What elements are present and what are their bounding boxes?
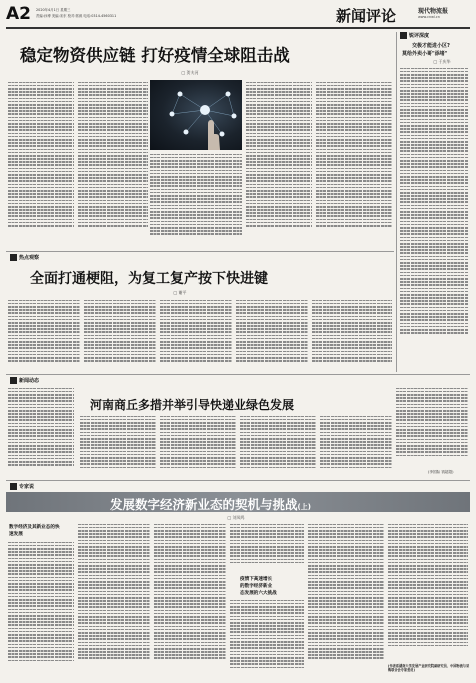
experts-col-4a [230,522,304,572]
lead-col-4 [246,80,312,248]
lead-author-name: 贺夫河 [186,70,199,75]
lead-author [160,70,220,76]
experts-sub-mid-1: 疫情下高速增长 [240,577,273,582]
experts-sub-left-2: 速发展 [9,532,23,537]
news-watch-col-6 [396,386,468,468]
experts-sub-mid-2: 的数字经济新业 [240,584,273,589]
experts-label-text: 专家说 [19,484,35,490]
news-watch-rule [6,374,470,375]
lead-headline: 稳定物资供应链 打好疫情全球阻击战 [20,46,290,65]
lead-col-2 [78,80,148,248]
sidebar-divider [396,32,397,372]
page-number: A2 [6,4,31,24]
hot-topic-label-text: 热点观察 [19,255,40,261]
news-watch-byline: (李国际 钱超超) [428,470,454,474]
hot-topic-author-name: 谢平 [178,290,187,295]
experts-author [206,515,266,521]
hot-topic-rule [6,251,394,252]
editor-line: 责编:孙博 美编:宋东 校对:郭威 电话:0314-4560311 [36,14,117,18]
experts-headline-part: (上) [297,503,311,511]
experts-col-5 [308,522,384,680]
sidebar-label-text: 锐评深度 [409,33,430,39]
section-marker-icon [10,254,17,261]
lead-col-1 [8,80,74,248]
experts-label [10,483,34,490]
hot-topic-col-3 [160,298,232,372]
sidebar-headline-1: 交极才能进小区? [412,43,450,49]
author-mark: □ [433,59,439,64]
experts-headline-text: 发展数字经济新业态的契机与挑战 [110,497,298,512]
hot-topic-headline: 全面打通梗阻，为复工复产按下快进键 [30,271,268,287]
hot-topic-col-1 [8,298,80,372]
section-marker-icon [10,377,17,384]
experts-affiliation: (作者系湖南大学发展产业研究院副研究员、中国物流与采购联合会专家委员) [388,664,470,672]
news-watch-label [10,377,39,384]
lead-col-3 [150,152,242,248]
section-marker-icon [400,32,407,39]
experts-author-name: 刘凤鸣 [232,515,245,520]
sidebar-headline-2: 莫给外卖小哥"添堵" [402,51,448,57]
sidebar-body [400,66,468,372]
section-title: 新闻评论 [336,7,397,25]
sidebar-author-name: 于庆华 [438,59,451,64]
masthead-rule [6,27,470,29]
experts-rule [6,480,470,481]
author-mark: □ [181,70,187,75]
author-mark: □ [227,515,233,520]
sidebar-author [420,59,464,65]
lead-photo [150,80,242,150]
news-watch-col-5 [320,414,392,478]
section-marker-icon [10,483,17,490]
experts-headline [110,495,311,513]
author-mark: □ [173,290,179,295]
sidebar-label [400,32,429,39]
hot-topic-col-4 [236,298,308,372]
experts-col-1 [8,540,74,680]
news-watch-headline: 河南商丘多措并举引导快递业绿色发展 [90,398,295,412]
hot-topic-col-2 [84,298,156,372]
experts-col-2 [78,522,150,680]
lead-col-5 [316,80,392,248]
news-watch-col-2 [80,414,156,478]
news-watch-col-3 [160,414,236,478]
hot-topic-col-5 [312,298,392,372]
hot-topic-label [10,254,39,261]
paper-web: www.cnwl.cn [418,15,440,19]
news-watch-col-4 [240,414,316,478]
experts-sub-left-1: 数字经济及其新业态的快 [9,525,60,530]
experts-col-3 [154,522,226,680]
paper-name: 现代物流报 [418,8,449,15]
date-line: 2020年4月1日 星期三 [36,8,71,12]
masthead [6,4,470,28]
news-watch-label-text: 新闻动态 [19,378,40,384]
experts-sub-mid-3: 态发展的六大挑战 [240,591,277,596]
experts-col-6 [388,522,468,664]
hand-touch-network-icon [150,80,242,150]
experts-col-4b [230,598,304,680]
hot-topic-author [150,290,210,296]
news-watch-col-1 [8,386,74,478]
